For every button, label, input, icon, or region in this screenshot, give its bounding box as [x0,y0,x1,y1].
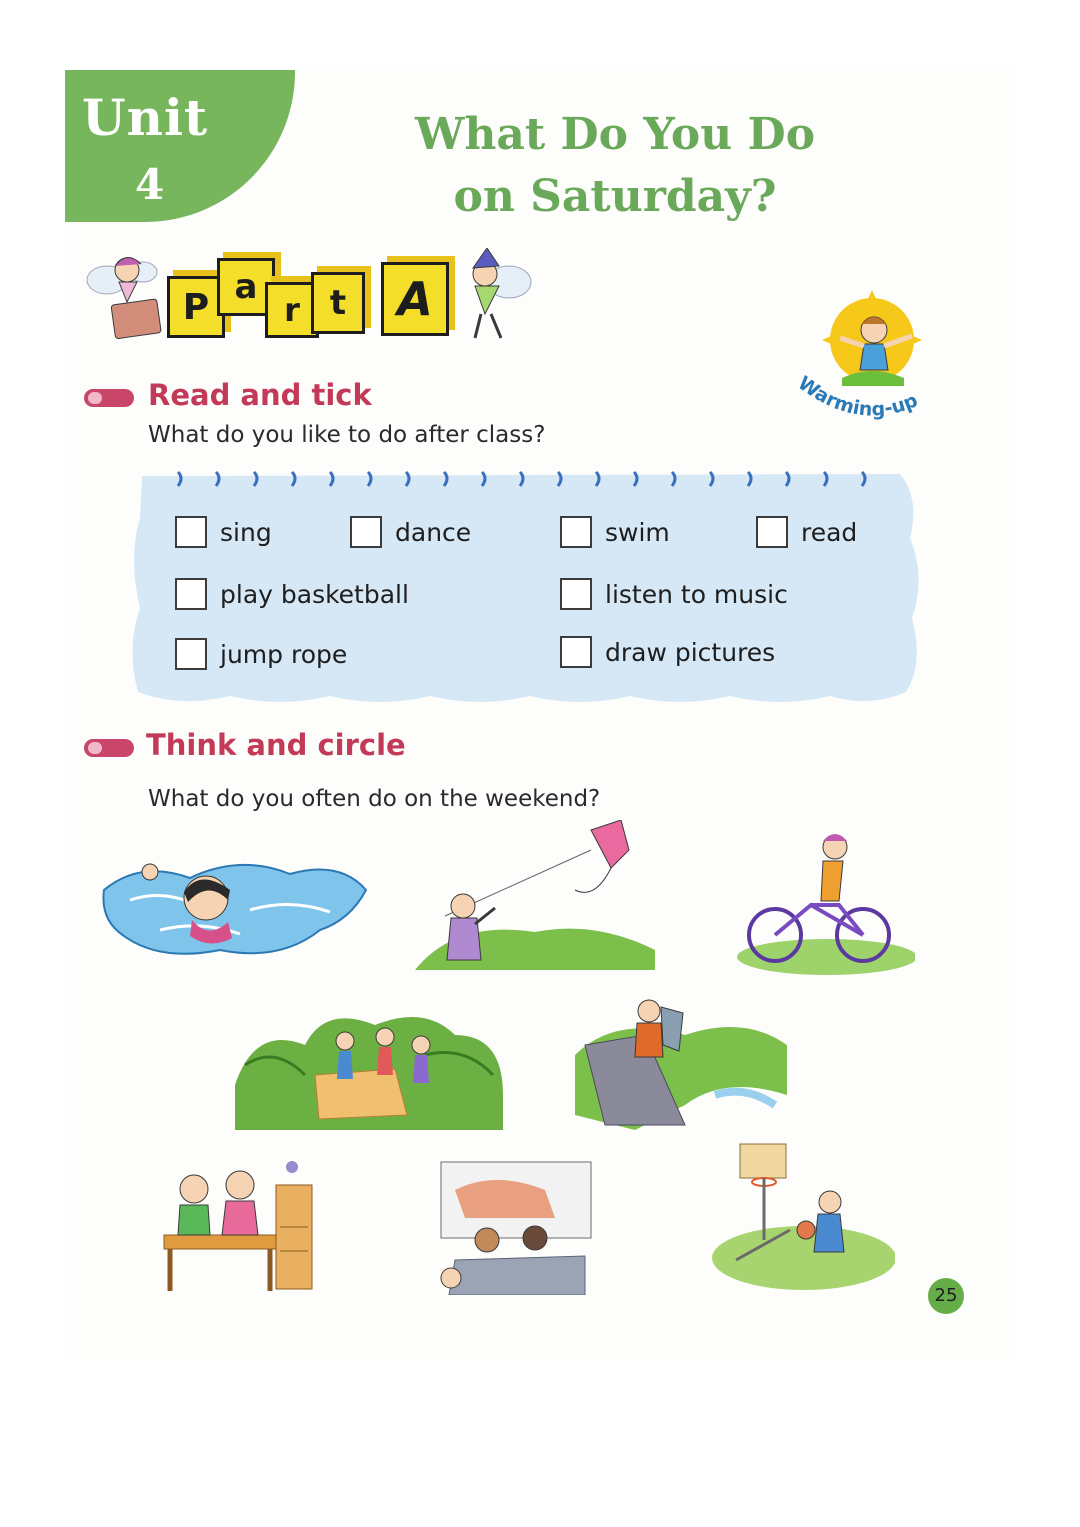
watching-film-picture[interactable] [435,1160,595,1295]
section-read-question: What do you like to do after class? [148,422,546,448]
part-letter-t: t [311,272,365,334]
riding-bike-picture[interactable] [735,825,915,975]
tick-item-sing[interactable] [175,516,272,548]
checkbox[interactable] [350,516,382,548]
part-letter-r: r [265,282,319,338]
warming-up-badge [780,288,960,448]
tick-label: sing [220,517,272,547]
title-line-1: What Do You Do [414,109,816,160]
part-letter-a: a [217,258,275,316]
checkbox[interactable] [175,516,207,548]
flying-kite-picture[interactable] [415,820,655,970]
part-a-banner [85,248,535,348]
tick-label: jump rope [220,639,348,669]
tick-label: play basketball [220,579,409,609]
checkbox[interactable] [560,578,592,610]
unit-label: Unit [82,88,209,147]
page-number: 25 [928,1278,964,1314]
warming-up-label: Warming-up [793,372,921,421]
checkbox[interactable] [175,578,207,610]
section-read-title: Read and tick [148,378,372,412]
tick-label: draw pictures [605,637,776,667]
unit-number: 4 [135,160,165,209]
tick-panel [130,468,920,708]
swimming-picture[interactable] [100,850,370,965]
doing-homework-picture[interactable] [150,1155,320,1295]
tick-item-swim[interactable] [560,516,670,548]
tick-label: listen to music [605,579,788,609]
checkbox[interactable] [560,636,592,668]
section-think-title: Think and circle [146,728,406,762]
tick-label: read [801,517,858,547]
part-letter-a-big: A [381,262,449,336]
checkbox[interactable] [756,516,788,548]
tick-label: dance [395,517,472,547]
tick-item-listen-to-music[interactable] [560,578,788,610]
section-bullet-icon [84,739,134,757]
tick-item-read[interactable] [756,516,857,548]
picnic-picture[interactable] [235,1005,505,1130]
fairy-right-illustration [445,248,533,344]
page-title [320,104,910,228]
tick-label: swim [605,517,670,547]
checkbox[interactable] [560,516,592,548]
tick-item-draw-pictures[interactable] [560,636,775,668]
part-letter-p: P [167,276,225,338]
fairy-left-illustration [85,250,165,342]
playing-basketball-picture[interactable] [710,1140,895,1290]
climbing-picture[interactable] [575,995,790,1130]
tick-item-dance[interactable] [350,516,471,548]
tick-item-jump-rope[interactable] [175,638,347,670]
section-bullet-icon [84,389,134,407]
title-line-2: on Saturday? [453,171,777,222]
tick-item-play-basketball[interactable] [175,578,409,610]
section-think-question: What do you often do on the weekend? [148,786,601,812]
checkbox[interactable] [175,638,207,670]
